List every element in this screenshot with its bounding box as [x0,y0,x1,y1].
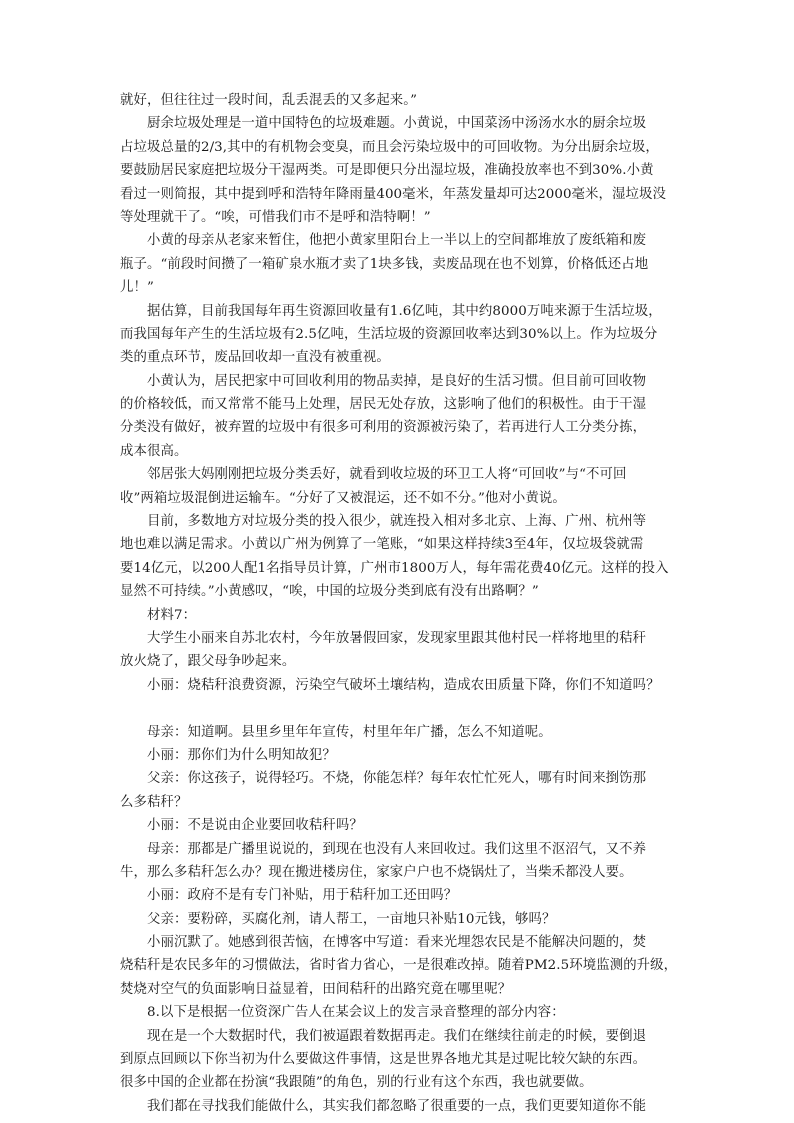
text-line: 小丽沉默了。她感到很苦恼，在博客中写道：看来光埋怨农民是不能解决问题的，焚 [147,935,647,951]
text-line: 等处理就干了。“唉，可惜我们市不是呼和浩特啊！” [120,209,431,225]
text-line: 占垃圾总量的2/3,其中的有机物会变臭，而且会污染垃圾中的可回收物。为分出厨余垃圾， [120,139,659,155]
text-line: 小丽：政府不是有专门补贴，用于秸秆加工还田吗？ [147,888,458,904]
text-line: 地也难以满足需求。小黄以广州为例算了一笔账，“如果这样持续3至4年，仅垃圾袋就需 [120,537,644,553]
text-line: 大学生小丽来自苏北农村，今年放暑假回家，发现家里跟其他村民一样将地里的秸秆 [147,630,647,646]
text-line: 就好，但往往过一段时间，乱丢混丢的又多起来。” [120,93,418,108]
text-line: 小丽：不是说由企业要回收秸秆吗？ [147,818,363,834]
text-line: 母亲：知道啊。县里乡里年年宣传，村里年年广播，怎么不知道呢。 [147,724,552,740]
text-line: 材料7： [147,607,197,623]
text-line: 牛，那么多秸秆怎么办？现在搬进楼房住，家家户户也不烧锅灶了，当柴禾都没人要。 [120,864,633,880]
text-line: 父亲：你这孩子，说得轻巧。不烧，你能怎样？每年农忙忙死人，哪有时间来捯饬那 [147,771,647,787]
text-line: 成本很高。 [120,443,188,459]
text-line: 邻居张大妈刚刚把垃圾分类丢好，就看到收垃圾的环卫工人将“可回收”与“不可回 [147,467,627,483]
text-line: 小丽：那你们为什么明知故犯？ [147,747,336,763]
text-line: 焚烧对空气的负面影响日益显着，田间秸秆的出路究竟在哪里呢？ [120,981,512,997]
text-line: 么多秸秆？ [120,794,188,810]
text-line: 父亲：要粉碎，买腐化剂，请人帮工，一亩地只补贴10元钱，够吗？ [147,911,556,927]
text-line: 收”两箱垃圾混倒进运输车。“分好了又被混运，还不如不分。”他对小黄说。 [120,490,566,506]
text-line: 小丽：烧秸秆浪费资源，污染空气破坏土壤结构，造成农田质量下降，你们不知道吗？ [147,677,660,693]
text-line: 现在是一个大数据时代，我们被逼跟着数据再走。我们在继续往前走的时候，要倒退 [147,1028,647,1044]
text-line: 到原点回顾以下你当初为什么要做这件事情，这是世界各地尤其是过呢比较欠缺的东西。 [120,1052,647,1068]
text-line: 要14亿元，以200人配1名指导员计算，广州市1800万人，每年需花费40亿元。这样的投入 [120,560,669,576]
text-line: 小黄认为，居民把家中可回收利用的物品卖掉，是良好的生活习惯。但目前可回收物 [147,373,647,389]
text-line: 要鼓励居民家庭把垃圾分干湿两类。可是即便只分出湿垃圾，准确投放率也不到30%.小黄 [120,163,654,179]
text-line: 显然不可持续。”小黄感叹，“唉，中国的垃圾分类到底有没有出路啊？” [120,584,539,600]
text-line: 厨余垃圾处理是一道中国特色的垃圾难题。小黄说，中国菜汤中汤汤水水的厨余垃圾 [147,116,647,132]
text-line: 类的重点环节，废品回收却一直没有被重视。 [120,350,390,366]
text-line: 很多中国的企业都在扮演“我跟随”的角色，别的行业有这个东西，我也就要做。 [120,1075,593,1091]
text-line: 儿！” [120,280,154,296]
text-line: 烧秸秆是农民多年的习惯做法，省时省力省心，一是很难改掉。随着PM2.5环境监测的升级， [120,958,678,974]
text-line: 小黄的母亲从老家来暂住，他把小黄家里阳台上一半以上的空间都堆放了废纸箱和废 [147,233,647,249]
blank-line [120,697,680,720]
text-line: 母亲：那都是广播里说说的，到现在也没有人来回收过。我们这里不沤沼气，又不养 [147,841,647,857]
text-line: 的价格较低，而又常常不能马上处理，居民无处存放，这影响了他们的积极性。由于干湿 [120,397,647,413]
text-line: 看过一则简报，其中提到呼和浩特年降雨量400毫米，年蒸发量却可达2000毫米，湿垃圾没 [120,186,666,202]
document-page [120,89,680,1118]
text-line: 目前，多数地方对垃圾分类的投入很少，就连投入相对多北京、上海、广州、杭州等 [147,514,647,530]
text-line: 分类没有做好，被弃置的垃圾中有很多可利用的资源被污染了，若再进行人工分类分拣， [120,420,647,436]
text-line: 8.以下是根据一位资深广告人在某会议上的发言录音整理的部分内容： [147,1005,565,1021]
text-line: 放火烧了，跟父母争吵起来。 [120,654,296,670]
text-line: 瓶子。“前段时间攒了一箱矿泉水瓶才卖了1块多钱，卖废品现在也不划算，价格低还占地 [120,256,649,272]
text-line: 而我国每年产生的生活垃圾有2.5亿吨，生活垃圾的资源回收率达到30%以上。作为垃圾分 [120,326,658,342]
text-line: 我们都在寻找我们能做什么，其实我们都忽略了很重要的一点，我们更要知道你不能 [147,1098,647,1114]
text-line: 据估算，目前我国每年再生资源回收量有1.6亿吨，其中约8000万吨来源于生活垃圾， [147,303,662,319]
